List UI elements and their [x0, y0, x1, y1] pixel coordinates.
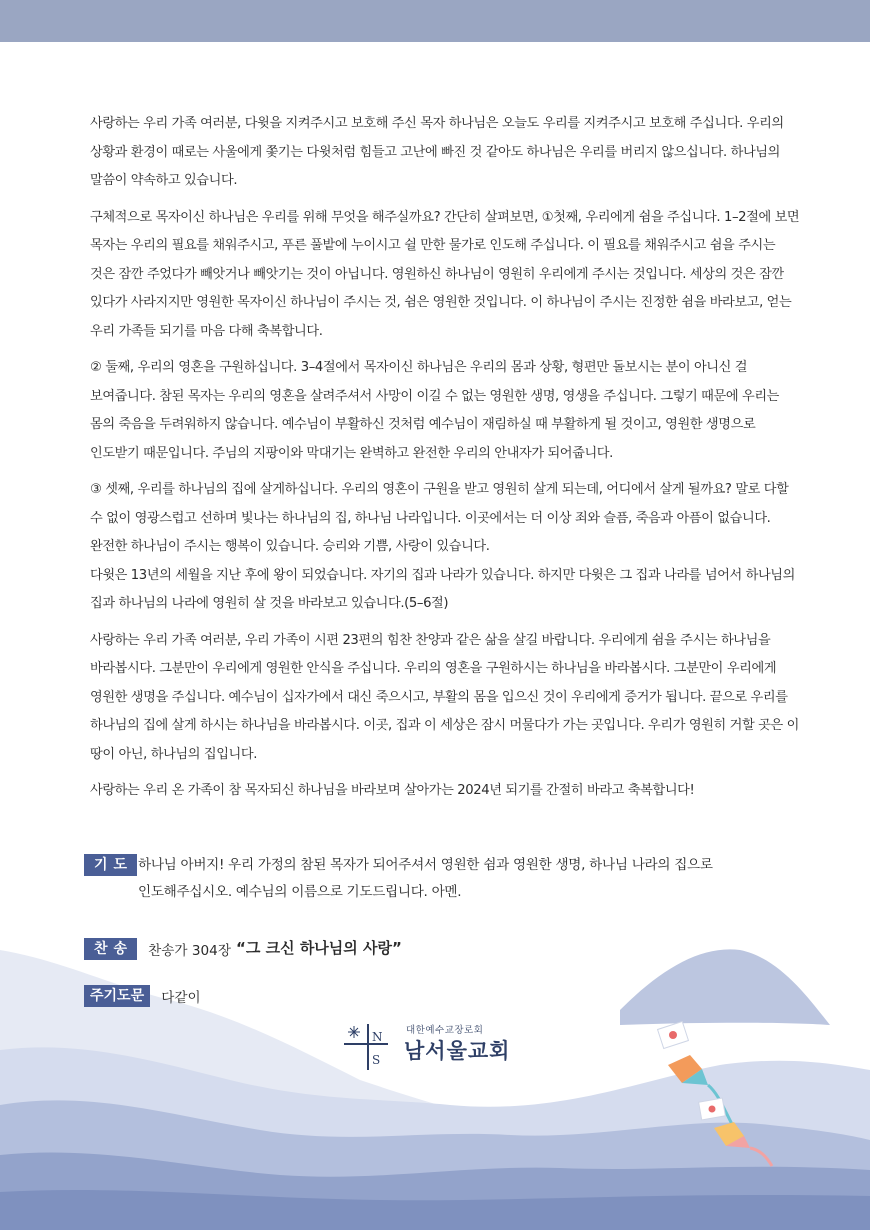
prayer-text: 하나님 아버지! 우리 가정의 참된 목자가 되어주셔서 영원한 쉼과 영원한 생명, 하나님 나라의 집으로 인도해주십시오. 예수님의 이름으로 기도드립니다. 아멘. — [138, 857, 713, 900]
denomination-name: 대한예수교장로회 — [406, 1025, 484, 1036]
prayer-label: 기도 — [84, 854, 137, 876]
paragraph-7: 사랑하는 우리 온 가족이 참 목자되신 하나님을 바라보며 살아가는 2024년 되기를 간절히 바라고 축복합니다! — [90, 783, 695, 798]
hymn-label: 찬송 — [84, 938, 137, 960]
logo-letter-s: S — [372, 1053, 381, 1067]
church-logo — [340, 1022, 540, 1074]
paragraph-1: 사랑하는 우리 가족 여러분, 다윗을 지켜주시고 보호해 주신 목자 하나님은 오늘도 우리를 지켜주시고 보호해 주십니다. 우리의 상황과 환경이 때로는 사울에게 쫓기는 다윗처럼 힘들고 고난에 빠진 것 같아도 하나님은 우리를 버리지 않으십니다. 하나님의 말씀이 약속하고 있습니다. — [90, 116, 784, 188]
prayer-section — [84, 852, 800, 906]
church-name: 남서울교회 — [404, 1039, 511, 1063]
cross-logo-icon — [340, 1022, 390, 1072]
mountain-landscape-illustration — [0, 930, 870, 1230]
lords-prayer-label: 주기도문 — [84, 985, 150, 1007]
paragraph-5: 다윗은 13년의 세월을 지난 후에 왕이 되었습니다. 자기의 집과 나라가 있습니다. 하지만 다윗은 그 집과 나라를 넘어서 하나님의 집과 하나님의 나라에 영원히 살 것을 바라보고 있습니다.(5–6절) — [90, 567, 795, 611]
lords-prayer-text: 다같이 — [161, 989, 201, 1006]
devotional-body — [90, 110, 800, 814]
lords-prayer-section — [84, 985, 201, 1007]
paragraph-4: ③ 셋째, 우리를 하나님의 집에 살게하십니다. 우리의 영혼이 구원을 받고 영원히 살게 되는데, 어디에서 살게 될까요? 말로 다할 수 없이 영광스럽고 선하며 빛나는 하나님의 집, 하나님 나라입니다. 이곳에서는 더 이상 죄와 슬픔, 죽음과 아픔이 없습니다. 완전한 하나님이 주시는 행복이 있습니다. 승리와 기쁨, 사랑이 있습니다. — [90, 482, 789, 554]
paragraph-6: 사랑하는 우리 가족 여러분, 우리 가족이 시편 23편의 힘찬 찬양과 같은 삶을 살길 바랍니다. 우리에게 쉼을 주시는 하나님을 바라봅시다. 그분만이 우리에게 영원한 안식을 주십니다. 우리의 영혼을 구원하시는 하나님을 바라봅시다. 그분만이 우리에게 영원한 생명을 주십니다. 예수님이 십자가에서 대신 죽으시고, 부활의 몸을 입으신 것이 우리에게 증거가 됩니다. 끝으로 우리를 하나님의 집에 살게 하시는 하나님을 바라봅시다. 이곳, 집과 이 세상은 잠시 머물다가 가는 곳입니다. 우리가 영원히 거할 곳은 이 땅이 아닌, 하나님의 집입니다. — [90, 632, 799, 762]
logo-letter-n: N — [372, 1030, 383, 1044]
paragraph-2: 구체적으로 목자이신 하나님은 우리를 위해 무엇을 해주실까요? 간단히 살펴보면, ①첫째, 우리에게 쉼을 주십니다. 1–2절에 보면 목자는 우리의 필요를 채워주시고, 푸른 풀밭에 누이시고 쉴 만한 물가로 인도해 주십니다. 이 필요를 채워주시고 쉼을 주시는 것은 잠깐 주었다가 빼앗거나 빼앗기는 것이 아닙니다. 영원하신 하나님이 영원히 우리에게 주시는 것입니다. 세상의 것은 잠깐 있다가 사라지지만 영원한 목자이신 하나님이 주시는 것, 쉼은 영원한 것입니다. 이 하나님이 주시는 진정한 쉼을 바라보고, 얻는 우리 가족들 되기를 마음 다해 축복합니다. — [90, 209, 800, 339]
paragraph-3: ② 둘째, 우리의 영혼을 구원하십니다. 3–4절에서 목자이신 하나님은 우리의 몸과 상황, 형편만 돌보시는 분이 아니신 걸 보여줍니다. 참된 목자는 우리의 영혼을 살려주셔서 사망이 이길 수 없는 영원한 생명, 영생을 주십니다. 그렇기 때문에 우리는 몸의 죽음을 두려워하지 않습니다. 예수님이 부활하신 것처럼 예수님이 재림하실 때 부활하게 될 것이고, 영원한 생명으로 인도받기 때문입니다. 주님의 지팡이와 막대기는 완벽하고 완전한 우리의 안내자가 되어줍니다. — [90, 360, 779, 461]
hymn-number: 찬송가 304장 — [148, 942, 231, 959]
hymn-section — [84, 937, 402, 960]
top-color-band — [0, 0, 870, 42]
hymn-title: “그 크신 하나님의 사랑” — [236, 939, 402, 957]
